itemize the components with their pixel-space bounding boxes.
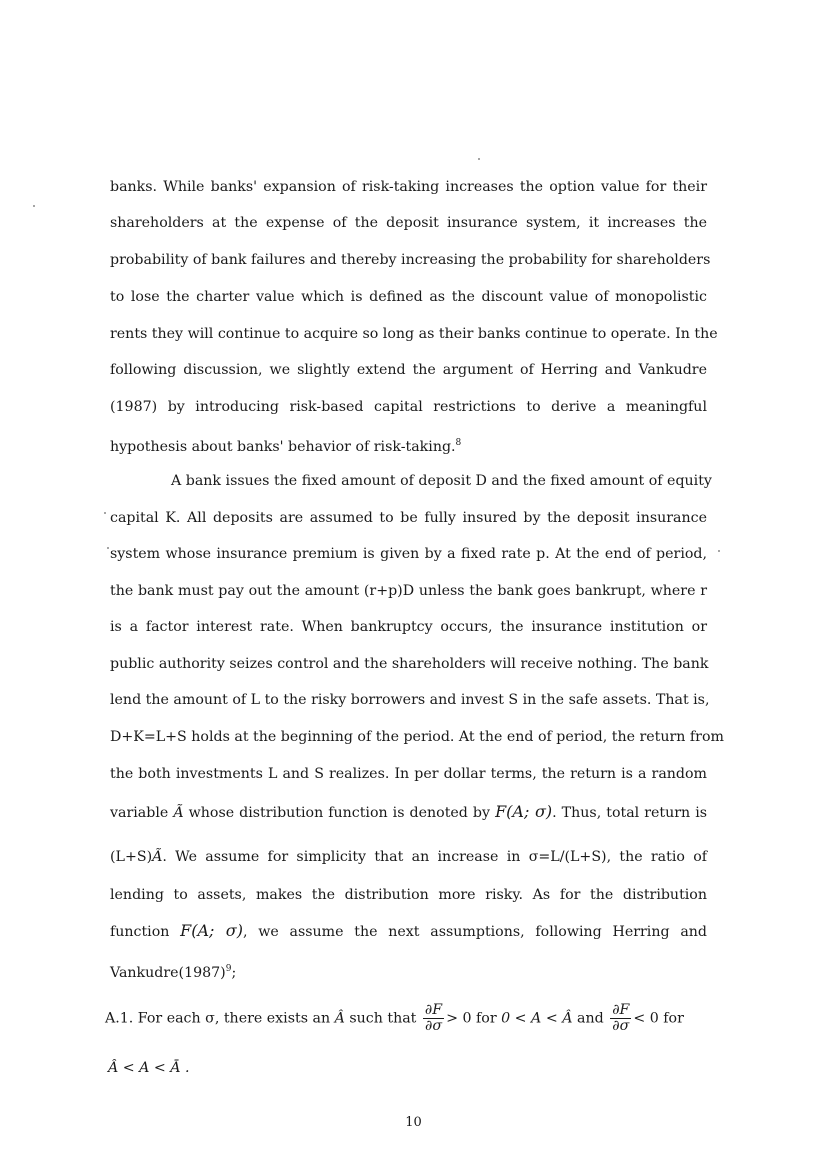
- paragraph-line: banks. While banks' expansion of risk-taking increases the option value for their: [110, 179, 707, 195]
- paragraph-line: lending to assets, makes the distribution more risky. As for the distribution: [110, 887, 707, 903]
- math-range-continuation: Â < A < Ā .: [108, 1060, 190, 1076]
- paragraph-line: capital K. All deposits are assumed to be fully insured by the deposit insurance: [110, 510, 707, 526]
- paragraph-line: system whose insurance premium is given by a fixed rate p. At the end of period,: [110, 546, 707, 562]
- text-span: (L+S): [110, 849, 153, 865]
- text-span: . We assume for simplicity that an increase in σ=L/(L+S), the ratio of: [162, 849, 707, 865]
- paragraph-line: to lose the charter value which is defined as the discount value of monopolistic: [110, 289, 707, 305]
- paragraph-line: public authority seizes control and the shareholders will receive nothing. The bank: [110, 656, 709, 672]
- text-span: variable: [110, 805, 169, 821]
- partial-derivative-fraction: $\frac{\partial F}{\partial\sigma}$: [424, 1002, 443, 1034]
- scan-speck: [104, 512, 106, 514]
- text-span: > 0 for: [446, 1010, 497, 1027]
- scan-speck: [478, 158, 480, 160]
- footnote-marker: 9: [225, 964, 232, 974]
- assumption-A1: [105, 1003, 705, 1034]
- paragraph-line: [110, 434, 707, 456]
- text-span: whose distribution function is denoted by: [188, 805, 491, 821]
- partial-derivative-fraction: $\frac{\partial F}{\partial\sigma}$: [612, 1002, 630, 1034]
- paragraph-line-math: [110, 848, 707, 866]
- paragraph-line: the both investments L and S realizes. In per dollar terms, the return is a random: [110, 766, 707, 782]
- scan-speck: [33, 205, 35, 207]
- scan-speck: [718, 550, 720, 552]
- paragraph-line: A bank issues the fixed amount of deposit D and the fixed amount of equity: [171, 473, 712, 489]
- math-A-tilde: Ã: [152, 849, 163, 865]
- paragraph-line-math: [110, 803, 707, 822]
- paragraph-line: following discussion, we slightly extend the argument of Herring and Vankudre: [110, 362, 707, 378]
- math-A-tilde: Ã: [173, 805, 184, 821]
- paragraph-line: shareholders at the expense of the deposit insurance system, it increases the: [110, 215, 707, 231]
- text-span: Vankudre(1987): [110, 965, 226, 981]
- text-span: function: [110, 924, 170, 940]
- paragraph-line: is a factor interest rate. When bankruptcy occurs, the insurance institution or: [110, 619, 707, 635]
- paragraph-line: D+K=L+S holds at the beginning of the period. At the end of period, the return from: [110, 729, 724, 745]
- paragraph-line: (1987) by introducing risk-based capital restrictions to derive a meaningful: [110, 399, 707, 415]
- paragraph-line: the bank must pay out the amount (r+p)D unless the bank goes bankrupt, where r: [110, 583, 707, 599]
- math-F-A-sigma: F(A; σ): [180, 921, 243, 940]
- assumption-label: A.1. For each σ, there exists an: [105, 1010, 331, 1027]
- text-span: < 0 for: [633, 1010, 684, 1027]
- text-span: hypothesis about banks' behavior of risk-taking.: [110, 439, 456, 455]
- text-span: such that: [349, 1010, 417, 1027]
- page-number: 10: [405, 1115, 422, 1130]
- math-F-A-sigma: F(A; σ): [495, 802, 553, 821]
- paragraph-line: [110, 960, 707, 982]
- footnote-marker: 8: [455, 438, 462, 448]
- scan-speck: [107, 547, 109, 549]
- text-span: ;: [231, 965, 237, 981]
- math-range: 0 < A < Â: [501, 1010, 573, 1027]
- text-span: , we assume the next assumptions, following Herring and: [242, 924, 707, 940]
- math-A-hat: Â: [334, 1010, 345, 1027]
- paragraph-line: probability of bank failures and thereby increasing the probability for shareholders: [110, 252, 711, 268]
- paragraph-line: lend the amount of L to the risky borrowers and invest S in the safe assets. That is,: [110, 692, 710, 708]
- text-span: . Thus, total return is: [552, 805, 708, 821]
- text-span: and: [576, 1010, 604, 1027]
- paragraph-line-math: [110, 922, 707, 941]
- paragraph-line: rents they will continue to acquire so long as their banks continue to operate. In the: [110, 326, 718, 342]
